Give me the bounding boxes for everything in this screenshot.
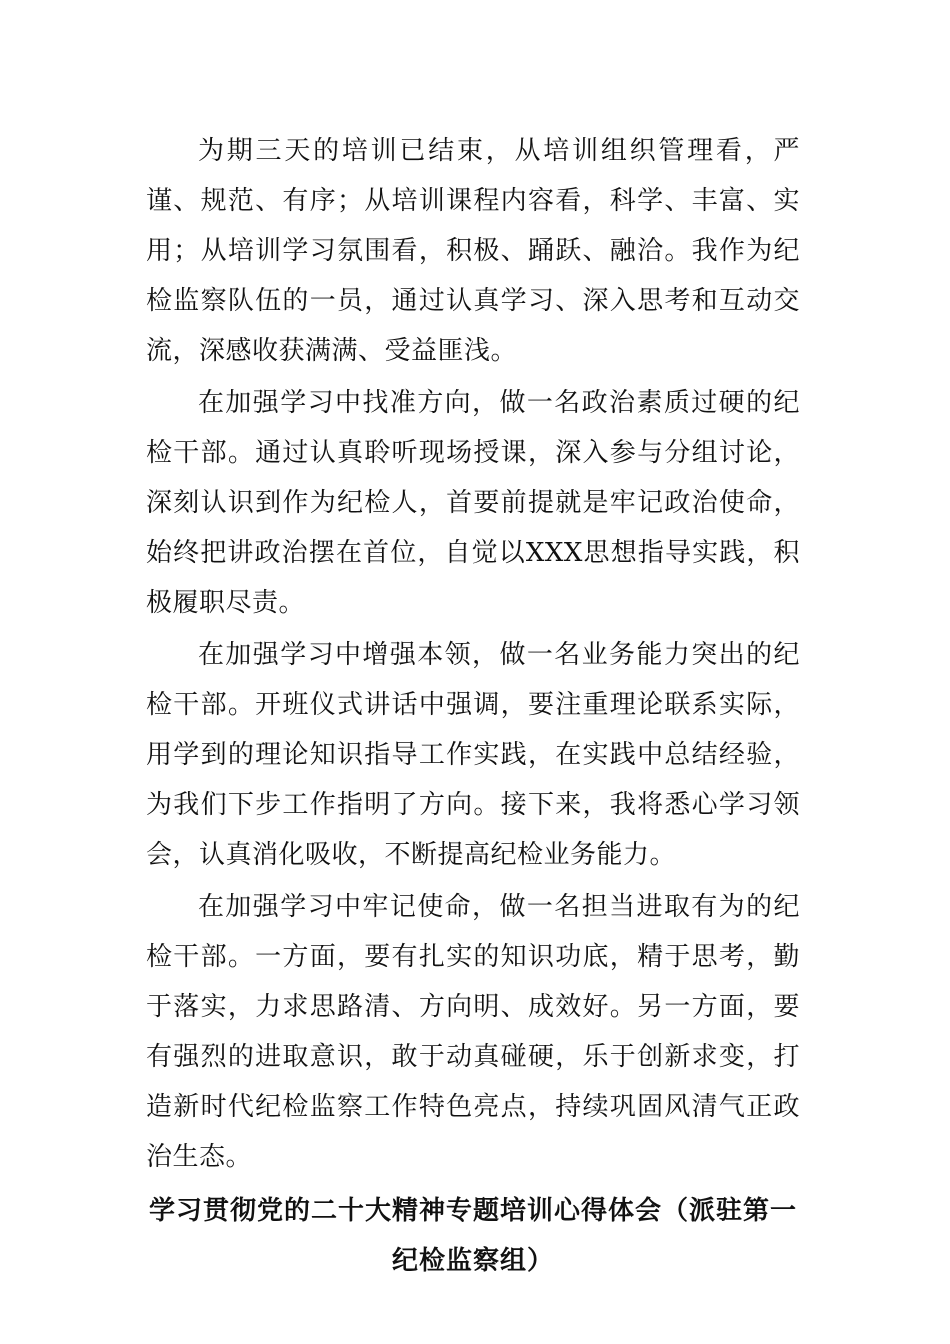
paragraph-ability: 在加强学习中增强本领，做一名业务能力突出的纪检干部。开班仪式讲话中强调，要注重理论联系实际，用学到的理论知识指导工作实践，在实践中总结经验，为我们下步工作指明了方向。接下来，我将悉心学习领会，认真消化吸收，不断提高纪检业务能力。 [146,640,800,870]
paragraph-political: 在加强学习中找准方向，做一名政治素质过硬的纪检干部。通过认真聆听现场授课，深入参与分组讨论，深刻认识到作为纪检人，首要前提就是牢记政治使命，始终把讲政治摆在首位，自觉以XXX思想指导实践，积极履职尽责。 [146,388,800,618]
next-article-title: 学习贯彻党的二十大精神专题培训心得体会（派驻第一纪检监察组） [148,1196,797,1276]
document-page [146,126,800,1286]
paragraph-mission: 在加强学习中牢记使命，做一名担当进取有为的纪检干部。一方面，要有扎实的知识功底，精于思考，勤于落实，力求思路清、方向明、成效好。另一方面，要有强烈的进取意识，敢于动真碰硬，乐于创新求变，打造新时代纪检监察工作特色亮点，持续巩固风清气正政治生态。 [146,892,800,1172]
paragraph-intro: 为期三天的培训已结束，从培训组织管理看，严谨、规范、有序；从培训课程内容看，科学、丰富、实用；从培训学习氛围看，积极、踊跃、融洽。我作为纪检监察队伍的一员，通过认真学习、深入思考和互动交流，深感收获满满、受益匪浅。 [146,136,800,366]
